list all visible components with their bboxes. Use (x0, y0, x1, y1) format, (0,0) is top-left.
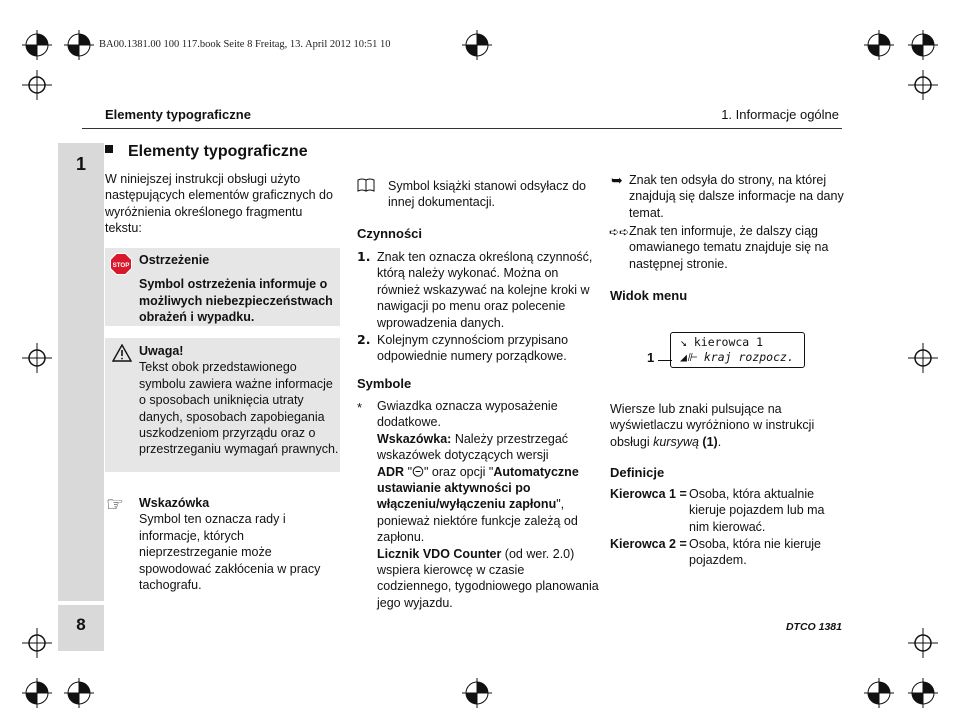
crop-mark-icon (22, 30, 52, 60)
hint-text (139, 495, 339, 593)
stop-warning-body: Symbol ostrzeżenia informuje o możliwych niebezpieczeństwach obrażeń i wypadku. (139, 277, 333, 325)
display-line-1: ↘ kierowca 1 (680, 335, 764, 349)
book-note: Symbol książki stanowi odsyłacz do innej dokumentacji. (388, 179, 586, 210)
callout-leader-line (658, 360, 672, 361)
crop-mark-icon (462, 30, 492, 60)
step-number: 1. (357, 249, 371, 264)
definition-text: Osoba, która nie kieruje pojazdem. (689, 537, 822, 568)
caution-body: Tekst obok przedstawionego symbolu zawiera ważne informacje o sposobach uniknięcia utraty danych, sposobach zapobiegania uszkodzeniom przyrządu oraz o przestrzeganiu wymagań prawnych. (139, 360, 339, 457)
adr-label: ADR (377, 464, 405, 479)
asterisk-explanation: Gwiazdka oznacza wyposażenie dodatkowe. (377, 399, 558, 430)
vdo-counter-text: wspiera kierowcę w czasie codziennego, tygodniowego planowania jego wyjazdu. (377, 563, 599, 610)
crop-mark-icon (908, 30, 938, 60)
hint-label-text: Należy przestrzegać wskazówek dotyczących wersji (377, 431, 569, 463)
blinking-note-end: . (717, 434, 722, 449)
adr-variant-icon (412, 465, 424, 476)
registration-mark-icon (22, 70, 52, 100)
crop-mark-icon (64, 30, 94, 60)
crop-mark-icon (462, 678, 492, 708)
symbols-body (377, 398, 602, 611)
definition-term: Kierowca 2 = (610, 537, 687, 551)
asterisk-marker: * (357, 400, 363, 415)
running-header-right: 1. Informacje ogólne (721, 107, 839, 122)
symbols-heading: Symbole (357, 376, 412, 391)
book-icon (357, 178, 375, 195)
auto-activity-option: Automatyczne ustawianie aktywności po włączeniu/wyłączeniu zapłonu (377, 464, 579, 512)
header-rule (82, 128, 842, 129)
vdo-counter-version: (od wer. 2.0) (501, 546, 575, 561)
running-header-left: Elementy typograficzne (105, 107, 251, 122)
crop-mark-icon (864, 678, 894, 708)
registration-mark-icon (908, 70, 938, 100)
menu-view-heading: Widok menu (610, 288, 688, 303)
step-text: Kolejnym czynnościom przypisano odpowiednie numery porządkowe. (377, 333, 569, 364)
print-line: BA00.1381.00 100 117.book Seite 8 Freitag, 13. April 2012 10:51 10 (99, 39, 391, 50)
hint-title: Wskazówka (139, 496, 210, 510)
definitions-heading: Definicje (610, 465, 665, 480)
continued-text: Znak ten informuje, że dalszy ciąg omawianego tematu znajduje się na następnej stronie. (629, 224, 829, 271)
registration-mark-icon (908, 343, 938, 373)
crop-mark-icon (864, 30, 894, 60)
vdo-counter-note (377, 546, 602, 562)
definition-term: Kierowca 1 = (610, 487, 687, 501)
step-number: 2. (357, 332, 371, 347)
stop-warning-text (139, 252, 339, 326)
display-callout-label: 1 (647, 350, 655, 365)
adr-option-prefix: " oraz opcji " (424, 464, 494, 479)
intro-paragraph: W niniejszej instrukcji obsługi użyto następujących elementów graficznych do wyróżnienia określonego fragmentu tekstu: (105, 172, 333, 236)
vdo-counter-label: Licznik VDO Counter (377, 546, 502, 561)
adr-option-suffix: ", ponieważ niektóre funkcje zależą od zapłonu. (377, 497, 578, 545)
adr-quote-open: " (404, 464, 413, 479)
continued-arrows-icon: ➪➪ (609, 225, 630, 239)
square-bullet-icon (105, 145, 113, 153)
page-reference-arrow-icon: ➥ (611, 172, 623, 188)
registration-mark-icon (22, 343, 52, 373)
stop-warning-title: Ostrzeżenie (139, 253, 210, 267)
section-title (105, 143, 308, 161)
registration-mark-icon (908, 628, 938, 658)
hint-label: Wskazówka: (377, 431, 452, 446)
caution-text (139, 343, 339, 458)
hint-body: Symbol ten oznacza rady i informacje, których nieprzestrzeganie może spowodować zakłócenia w pracy tachografu. (139, 512, 321, 593)
page-reference-text: Znak ten odsyła do strony, na której znajdują się dalsze informacje na dany temat. (629, 173, 844, 220)
registration-mark-icon (22, 628, 52, 658)
crop-mark-icon (22, 678, 52, 708)
pointing-hand-icon: ☞ (106, 494, 124, 516)
display-screen (670, 332, 805, 368)
blinking-note-text: Wiersze lub znaki pulsujące na wyświetlaczu wyróżniono w instrukcji obsługi (610, 402, 815, 449)
page-number: 8 (76, 615, 86, 634)
footer-product: DTCO 1381 (785, 621, 842, 633)
section-title-text: Elementy typograficzne (128, 143, 308, 160)
caution-title: Uwaga! (139, 344, 184, 358)
definition-text: Osoba, która aktualnie kieruje pojazdem lub ma nim kierować. (689, 487, 825, 534)
warning-triangle-icon (112, 344, 132, 362)
adr-note (377, 431, 602, 464)
stop-sign-label: STOP (112, 261, 130, 269)
crop-mark-icon (908, 678, 938, 708)
chapter-tab (58, 143, 104, 601)
adr-option-note (377, 464, 602, 546)
blinking-note-italic: kursywą (653, 434, 699, 449)
stop-sign-icon (110, 253, 132, 275)
blinking-note-ref: (1) (698, 434, 718, 449)
chapter-number: 1 (75, 154, 86, 174)
display-line-2: ◢⊩ kraj rozpocz. (680, 350, 794, 364)
actions-heading: Czynności (357, 226, 423, 241)
crop-mark-icon (64, 678, 94, 708)
blinking-lines-note (610, 401, 840, 450)
step-text: Znak ten oznacza określoną czynność, którą należy wykonać. Można on również wskazywać na kolejne kroki w nawigacji po menu oraz polecenie wprowadzenia danych. (377, 250, 593, 330)
